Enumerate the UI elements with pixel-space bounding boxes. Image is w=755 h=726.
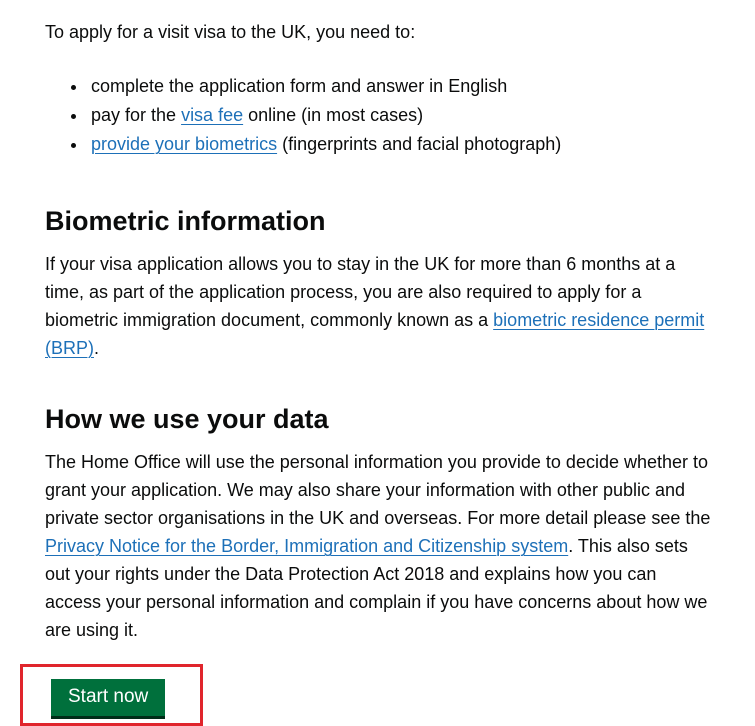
paragraph-text: If your visa application allows you to stay in the UK for more than 6 months at a time, as part of the application process, you are also required to apply for a biometric immigration document, commonly known as a — [45, 254, 676, 330]
data-use-paragraph — [45, 448, 713, 644]
visa-fee-link[interactable]: visa fee — [181, 105, 244, 125]
paragraph-text: The Home Office will use the personal information you provide to decide whether to grant your application. We may also share your information with other public and private sector organisations in the UK and overseas. For more detail please see the — [45, 452, 711, 528]
paragraph-text: . This also sets out your rights under the Data Protection Act 2018 and explains how you can access your personal information and complain if you have concerns about how we are using it. — [45, 536, 708, 640]
provide-biometrics-link[interactable]: provide your biometrics — [91, 134, 278, 154]
list-item-complete-form — [88, 72, 685, 100]
list-item-text: pay for the — [91, 105, 182, 125]
list-item-biometrics — [88, 130, 685, 158]
intro-text: To apply for a visit visa to the UK, you need to: — [45, 22, 416, 42]
list-item-text: online (in most cases) — [243, 105, 424, 125]
list-item-text: complete the application form and answer in English — [91, 76, 508, 96]
biometric-paragraph — [45, 250, 713, 362]
start-now-button[interactable]: Start now — [51, 679, 165, 716]
requirements-list — [45, 72, 685, 158]
list-item-text: (fingerprints and facial photograph) — [277, 134, 562, 154]
annotation-highlight-box — [20, 664, 203, 726]
how-we-use-your-data-heading: How we use your data — [45, 404, 329, 434]
privacy-notice-link[interactable]: Privacy Notice for the Border, Immigration and Citizenship system — [45, 536, 569, 556]
intro-paragraph — [45, 18, 713, 46]
brp-link[interactable]: biometric residence permit (BRP) — [45, 310, 705, 358]
list-item-pay-fee — [88, 101, 685, 129]
biometric-information-heading: Biometric information — [45, 206, 326, 236]
paragraph-text: . — [94, 338, 100, 358]
